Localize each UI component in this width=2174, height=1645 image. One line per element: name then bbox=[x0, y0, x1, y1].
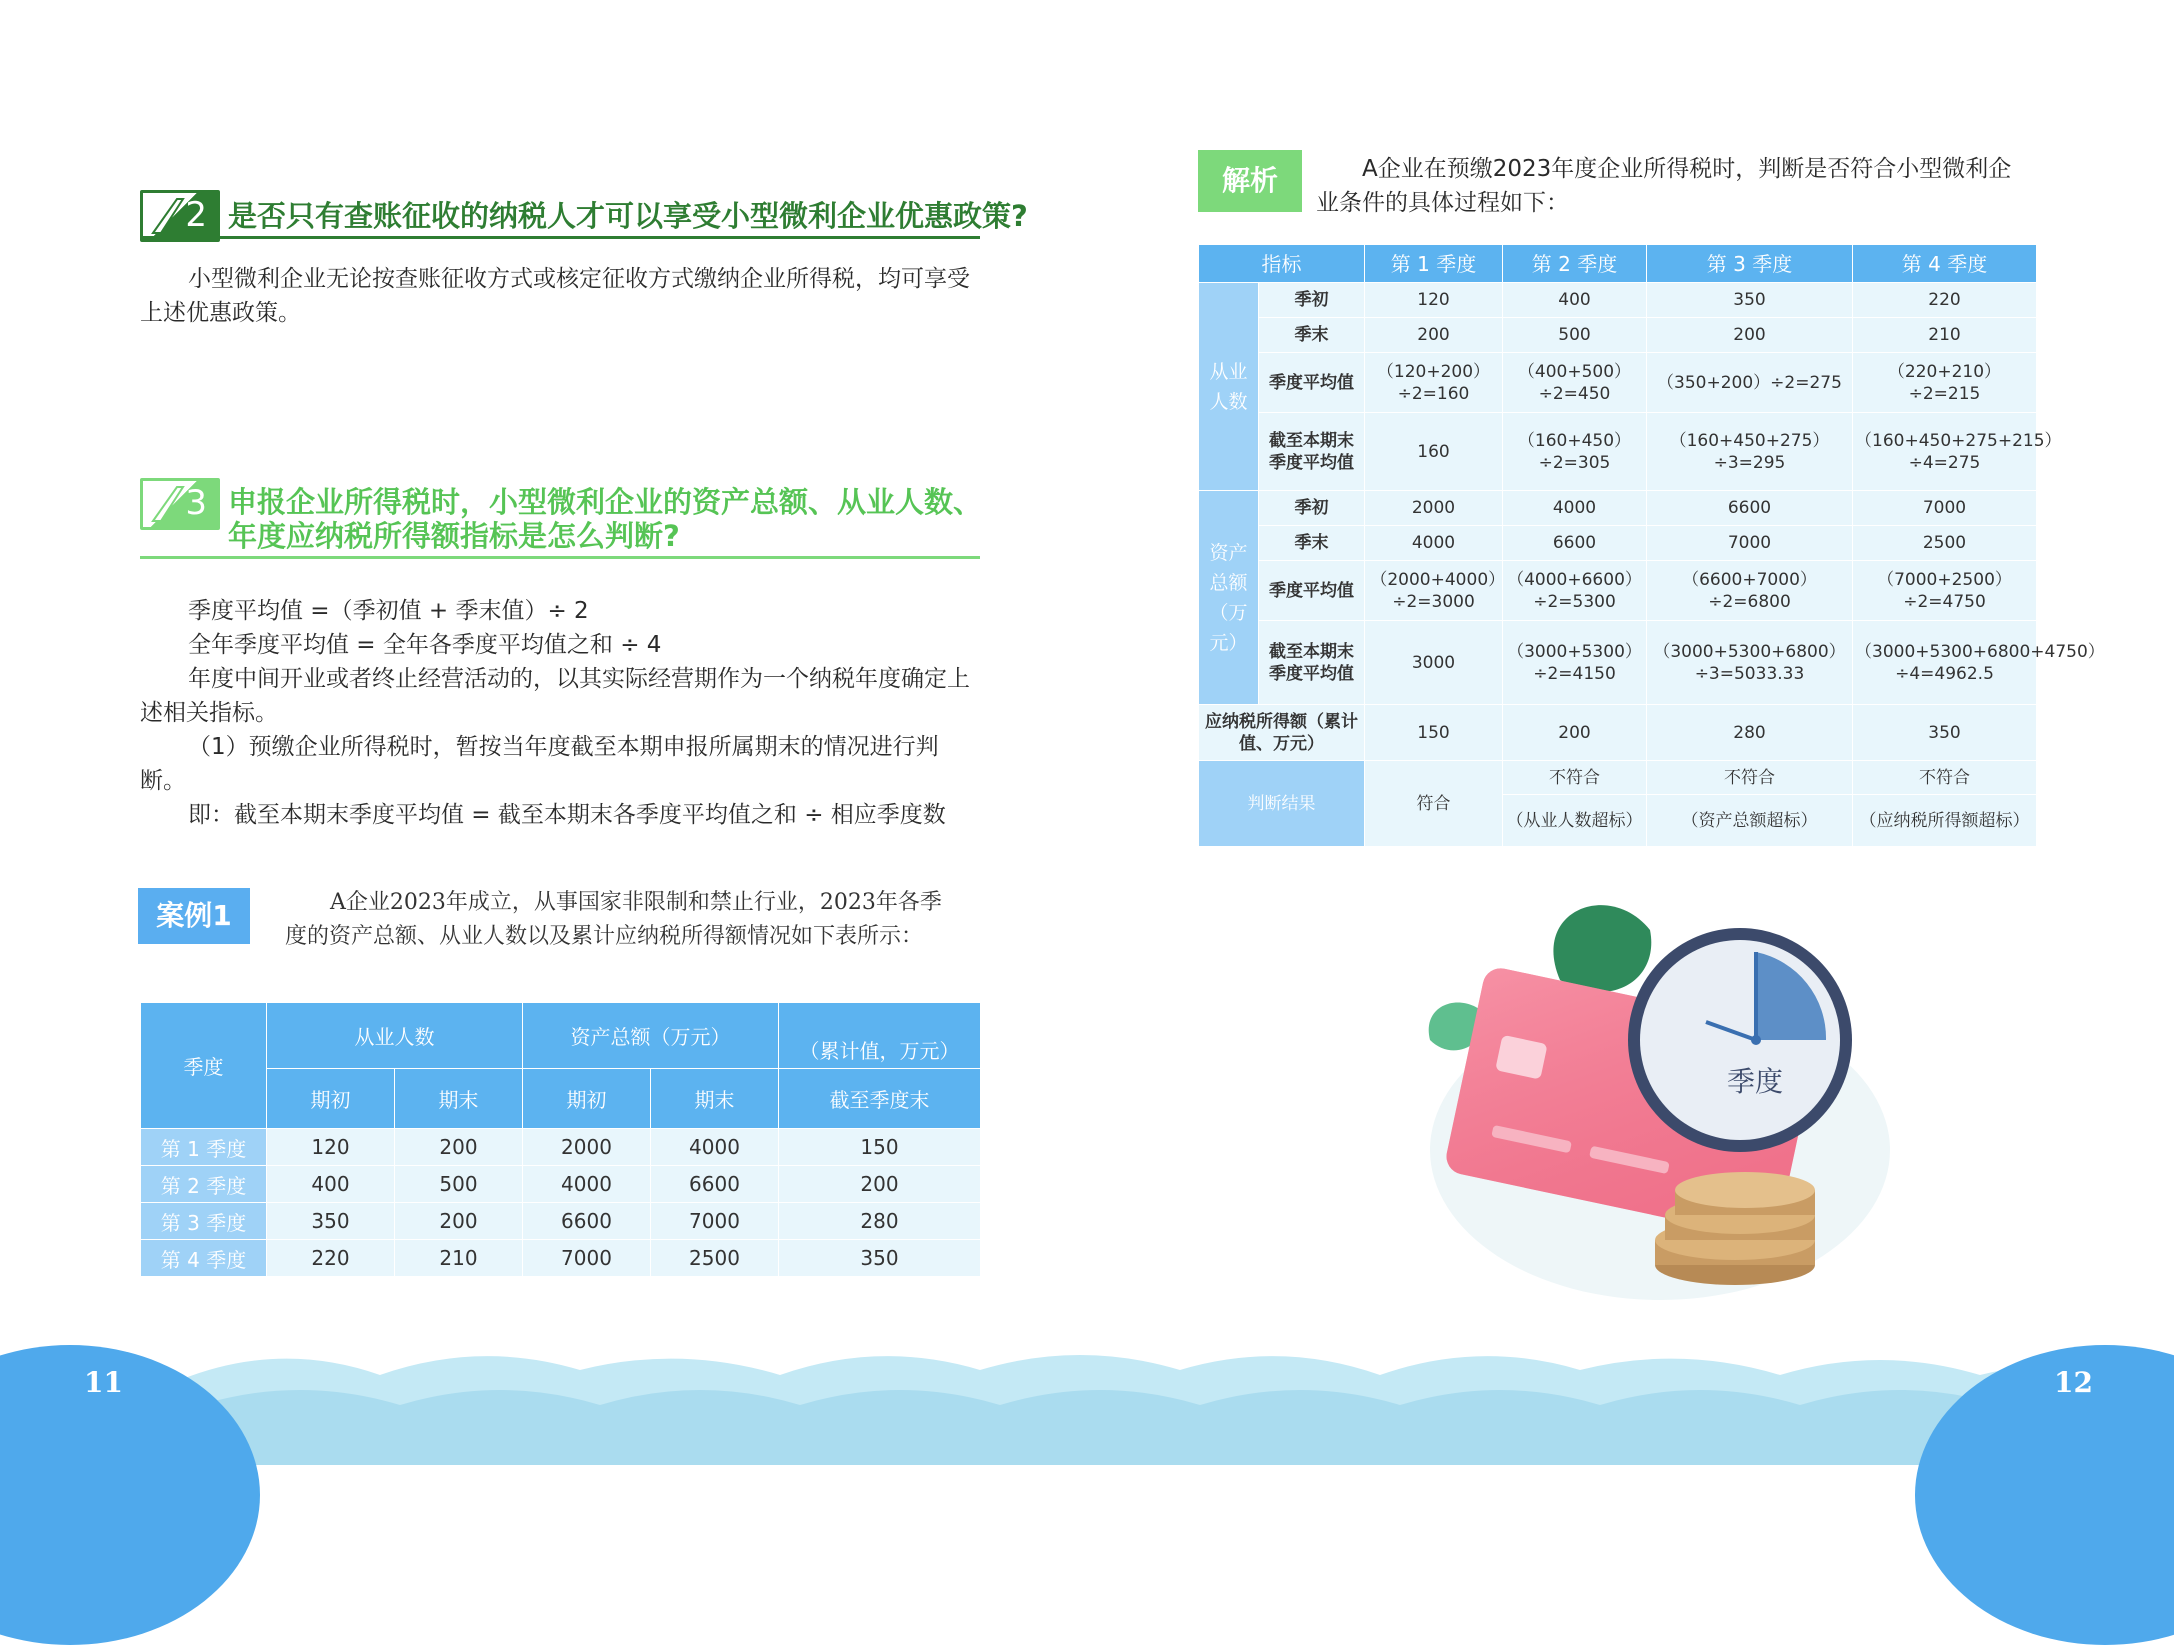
cell: 4000 bbox=[523, 1166, 651, 1203]
header-employees-begin: 期初 bbox=[267, 1069, 395, 1129]
cell: 350 bbox=[267, 1203, 395, 1240]
cell: 120 bbox=[267, 1129, 395, 1166]
cell: 160 bbox=[1365, 413, 1503, 491]
analysis-intro-line2: 业条件的具体过程如下： bbox=[1316, 190, 1569, 216]
section-2-number: 2 bbox=[185, 195, 207, 235]
cell: 7000 bbox=[651, 1203, 779, 1240]
result-verdict: 不符合 bbox=[1853, 761, 2037, 795]
clock-label: 季度 bbox=[1726, 1065, 1783, 1098]
cell: （120+200）÷2=160 bbox=[1365, 353, 1503, 413]
analysis-table bbox=[1198, 244, 2105, 847]
cell: 6600 bbox=[1503, 526, 1647, 561]
cell: 150 bbox=[779, 1129, 981, 1166]
cell: 6600 bbox=[523, 1203, 651, 1240]
result-q1: 符合 bbox=[1365, 761, 1503, 847]
header-income: （累计值，万元） bbox=[779, 1003, 981, 1069]
result-reason: （资产总额超标） bbox=[1647, 795, 1853, 847]
table-row bbox=[141, 1166, 981, 1203]
cell: 200 bbox=[1503, 705, 1647, 761]
group-assets: 资产总额（万元） bbox=[1199, 491, 1259, 705]
section-3-icon bbox=[140, 478, 220, 530]
section-2-body: 小型微利企业无论按查账征收方式或核定征收方式缴纳企业所得税，均可享受上述优惠政策。 bbox=[140, 266, 970, 326]
header-q3: 第 3 季度 bbox=[1647, 245, 1853, 283]
section-3-title-line1: 申报企业所得税时，小型微利企业的资产总额、从业人数、 bbox=[228, 485, 983, 519]
header-q2: 第 2 季度 bbox=[1503, 245, 1647, 283]
cell: 4000 bbox=[1503, 491, 1647, 526]
cell: 220 bbox=[1853, 283, 2037, 318]
header-quarter: 季度 bbox=[141, 1003, 267, 1129]
table-row bbox=[1199, 283, 2037, 318]
table-row bbox=[1199, 491, 2037, 526]
cell: 210 bbox=[395, 1240, 523, 1277]
cell: 4000 bbox=[651, 1129, 779, 1166]
cell: 220 bbox=[267, 1240, 395, 1277]
page-number-right: 12 bbox=[2054, 1366, 2093, 1399]
cell: 350 bbox=[779, 1240, 981, 1277]
cell: （3000+5300+6800）÷3=5033.33 bbox=[1647, 621, 1853, 705]
cell: 200 bbox=[395, 1129, 523, 1166]
group-employees: 从业人数 bbox=[1199, 283, 1259, 491]
header-assets: 资产总额（万元） bbox=[523, 1003, 779, 1069]
cell: （220+210）÷2=215 bbox=[1853, 353, 2037, 413]
cell: 400 bbox=[1503, 283, 1647, 318]
row-quarter-label: 第 1 季度 bbox=[141, 1129, 267, 1166]
footer-wave bbox=[0, 1320, 2174, 1465]
cell: （160+450+275+215）÷4=275 bbox=[1853, 413, 2037, 491]
table-row bbox=[141, 1203, 981, 1240]
table-row bbox=[1199, 353, 2037, 413]
header-indicator: 指标 bbox=[1199, 245, 1365, 283]
table-row bbox=[1199, 761, 2037, 795]
cell: 400 bbox=[267, 1166, 395, 1203]
formula-quarter-average: 季度平均值 =（季初值 + 季末值）÷ 2 bbox=[188, 598, 589, 624]
header-q4: 第 4 季度 bbox=[1853, 245, 2037, 283]
cell: 2500 bbox=[651, 1240, 779, 1277]
cell: （160+450）÷2=305 bbox=[1503, 413, 1647, 491]
table-row bbox=[1199, 413, 2037, 491]
card-clock-illustration bbox=[1410, 890, 1890, 1310]
cell: （4000+6600）÷2=5300 bbox=[1503, 561, 1647, 621]
cell: 2000 bbox=[523, 1129, 651, 1166]
cell: 2000 bbox=[1365, 491, 1503, 526]
cell: 350 bbox=[1853, 705, 2037, 761]
cell: 7000 bbox=[1647, 526, 1853, 561]
section-2-title: 是否只有查账征收的纳税人才可以享受小型微利企业优惠政策? bbox=[228, 199, 1028, 233]
cell: 280 bbox=[1647, 705, 1853, 761]
case-1-tag: 案例1 bbox=[138, 888, 250, 944]
cell: 500 bbox=[1503, 318, 1647, 353]
row-quarter-label: 第 3 季度 bbox=[141, 1203, 267, 1240]
table-row bbox=[1199, 526, 2037, 561]
illustration-graphic bbox=[1410, 890, 1890, 1310]
row-label: 截至本期末季度平均值 bbox=[1259, 621, 1365, 705]
cell: 200 bbox=[1365, 318, 1503, 353]
result-verdict: 不符合 bbox=[1503, 761, 1647, 795]
cell: （2000+4000）÷2=3000 bbox=[1365, 561, 1503, 621]
cell: 4000 bbox=[1365, 526, 1503, 561]
cell: 6600 bbox=[651, 1166, 779, 1203]
case-1-table bbox=[140, 1002, 981, 1277]
cell: 7000 bbox=[1853, 491, 2037, 526]
analysis-intro-line1: A企业在预缴2023年度企业所得税时，判断是否符合小型微利企 bbox=[1362, 156, 2012, 182]
row-label: 截至本期末季度平均值 bbox=[1259, 413, 1365, 491]
result-verdict: 不符合 bbox=[1647, 761, 1853, 795]
cell: 350 bbox=[1647, 283, 1853, 318]
row-label: 季末 bbox=[1259, 318, 1365, 353]
row-label: 季初 bbox=[1259, 283, 1365, 318]
formula-annual-average: 全年季度平均值 = 全年各季度平均值之和 ÷ 4 bbox=[188, 632, 662, 658]
cell: 280 bbox=[779, 1203, 981, 1240]
cell: 150 bbox=[1365, 705, 1503, 761]
table-row bbox=[141, 1129, 981, 1166]
cell: 3000 bbox=[1365, 621, 1503, 705]
table-row bbox=[1199, 621, 2037, 705]
cell: （160+450+275）÷3=295 bbox=[1647, 413, 1853, 491]
header-income-to-end: 截至季度末 bbox=[779, 1069, 981, 1129]
table-row bbox=[1199, 561, 2037, 621]
row-label-income: 应纳税所得额（累计值、万元） bbox=[1199, 705, 1365, 761]
section-3-title-line2: 年度应纳税所得额指标是怎么判断? bbox=[228, 519, 680, 553]
cell: （3000+5300+6800+4750）÷4=4962.5 bbox=[1853, 621, 2037, 705]
row-label: 季末 bbox=[1259, 526, 1365, 561]
row-quarter-label: 第 2 季度 bbox=[141, 1166, 267, 1203]
header-employees-end: 期末 bbox=[395, 1069, 523, 1129]
cell: 120 bbox=[1365, 283, 1503, 318]
page-number-left: 11 bbox=[84, 1366, 123, 1399]
paragraph-prepayment: （1）预缴企业所得税时，暂按当年度截至本期申报所属期末的情况进行判断。 bbox=[140, 734, 939, 794]
header-employees: 从业人数 bbox=[267, 1003, 523, 1069]
cell: （3000+5300）÷2=4150 bbox=[1503, 621, 1647, 705]
cell: 2500 bbox=[1853, 526, 2037, 561]
section-3-number: 3 bbox=[185, 483, 207, 523]
cell: （350+200）÷2=275 bbox=[1647, 353, 1853, 413]
cell: 200 bbox=[779, 1166, 981, 1203]
section-3-rule bbox=[140, 556, 980, 559]
paragraph-mid-year: 年度中间开业或者终止经营活动的，以其实际经营期作为一个纳税年度确定上述相关指标。 bbox=[140, 666, 970, 726]
formula-period-average: 即：截至本期末季度平均值 = 截至本期末各季度平均值之和 ÷ 相应季度数 bbox=[188, 802, 946, 828]
header-assets-end: 期末 bbox=[651, 1069, 779, 1129]
section-2-rule bbox=[140, 236, 980, 239]
analysis-tag: 解析 bbox=[1198, 150, 1302, 212]
cell: （6600+7000）÷2=6800 bbox=[1647, 561, 1853, 621]
row-label-result: 判断结果 bbox=[1199, 761, 1365, 847]
row-label: 季度平均值 bbox=[1259, 353, 1365, 413]
cell: 200 bbox=[1647, 318, 1853, 353]
cell: 200 bbox=[395, 1203, 523, 1240]
cell: 7000 bbox=[523, 1240, 651, 1277]
row-label: 季度平均值 bbox=[1259, 561, 1365, 621]
table-row bbox=[1199, 318, 2037, 353]
cell: （7000+2500）÷2=4750 bbox=[1853, 561, 2037, 621]
table-row bbox=[141, 1240, 981, 1277]
header-q1: 第 1 季度 bbox=[1365, 245, 1503, 283]
header-assets-begin: 期初 bbox=[523, 1069, 651, 1129]
case-1-intro-line1: A企业2023年成立，从事国家非限制和禁止行业，2023年各季 bbox=[330, 890, 942, 915]
result-reason: （从业人数超标） bbox=[1503, 795, 1647, 847]
cell: 500 bbox=[395, 1166, 523, 1203]
result-reason: （应纳税所得额超标） bbox=[1853, 795, 2037, 847]
section-2-icon bbox=[140, 190, 220, 242]
table-row bbox=[1199, 705, 2037, 761]
case-1-intro-line2: 度的资产总额、从业人数以及累计应纳税所得额情况如下表所示： bbox=[285, 924, 924, 949]
row-quarter-label: 第 4 季度 bbox=[141, 1240, 267, 1277]
cell: （400+500）÷2=450 bbox=[1503, 353, 1647, 413]
cell: 210 bbox=[1853, 318, 2037, 353]
cell: 6600 bbox=[1647, 491, 1853, 526]
row-label: 季初 bbox=[1259, 491, 1365, 526]
